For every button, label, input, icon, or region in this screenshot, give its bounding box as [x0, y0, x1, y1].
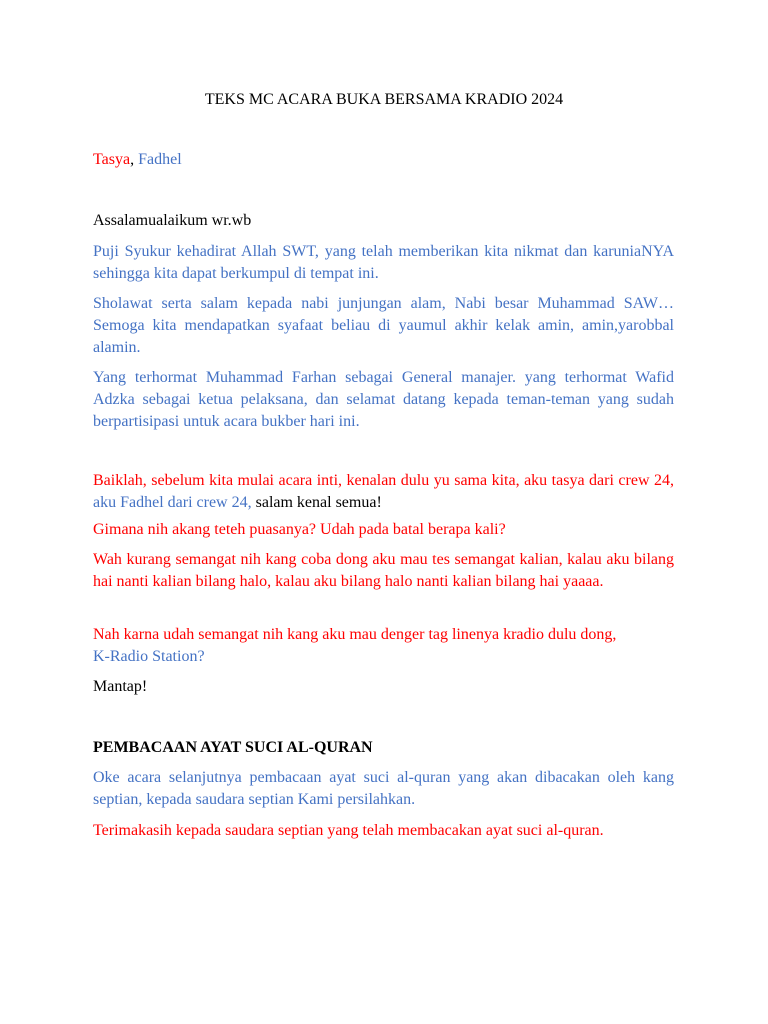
paragraph-puasa-question: Gimana nih akang teteh puasanya? Udah pada batal berapa kali?: [93, 521, 506, 538]
tagline-station-text: K-Radio Station?: [93, 648, 205, 665]
intro-fadhel-text: aku Fadhel dari crew 24,: [93, 494, 252, 511]
host-tasya: Tasya: [93, 151, 131, 168]
host-fadhel: Fadhel: [138, 151, 182, 168]
tagline-request-text: Nah karna udah semangat nih kang aku mau denger tag linenya kradio dulu dong,: [93, 626, 617, 643]
document-title: TEKS MC ACARA BUKA BERSAMA KRADIO 2024: [204, 91, 564, 108]
hosts-line: [93, 149, 674, 171]
paragraph-quran-invite: Oke acara selanjutnya pembacaan ayat suci al-quran yang akan dibacakan oleh kang septian, kepada saudara septian Kami persilahkan.: [93, 769, 674, 808]
section-heading-quran: PEMBACAAN AYAT SUCI AL-QURAN: [93, 739, 373, 756]
paragraph-intro: [93, 470, 674, 514]
intro-tasya-text: Baiklah, sebelum kita mulai acara inti, kenalan dulu yu sama kita, aku tasya dari crew 24,: [93, 472, 674, 489]
paragraph-semangat: Wah kurang semangat nih kang coba dong aku mau tes semangat kalian, kalau aku bilang hai nanti kalian bilang halo, kalau aku bilang halo nanti kalian bilang hai yaaaa.: [93, 551, 674, 590]
paragraph-respects: Yang terhormat Muhammad Farhan sebagai General manajer. yang terhormat Wafid Adzka sebagai ketua pelaksana, dan selamat datang kepada teman-teman yang sudah berpartisipasi untuk acara bukber hari ini.: [93, 369, 674, 430]
greeting: Assalamualaikum wr.wb: [93, 212, 252, 229]
paragraph-praise: Puji Syukur kehadirat Allah SWT, yang telah memberikan kita nikmat dan karuniaNYA sehingga kita dapat berkumpul di tempat ini.: [93, 243, 674, 282]
paragraph-sholawat: Sholawat serta salam kepada nabi junjungan alam, Nabi besar Muhammad SAW… Semoga kita mendapatkan syafaat beliau di yaumul akhir kelak amin, amin,yarobbal alamin.: [93, 295, 674, 356]
paragraph-tagline: [93, 624, 674, 668]
mantap-line: Mantap!: [93, 678, 148, 695]
intro-closing-text: salam kenal semua!: [251, 494, 382, 511]
paragraph-quran-thanks: Terimakasih kepada saudara septian yang telah membacakan ayat suci al-quran.: [93, 822, 604, 839]
host-separator: ,: [130, 151, 139, 168]
